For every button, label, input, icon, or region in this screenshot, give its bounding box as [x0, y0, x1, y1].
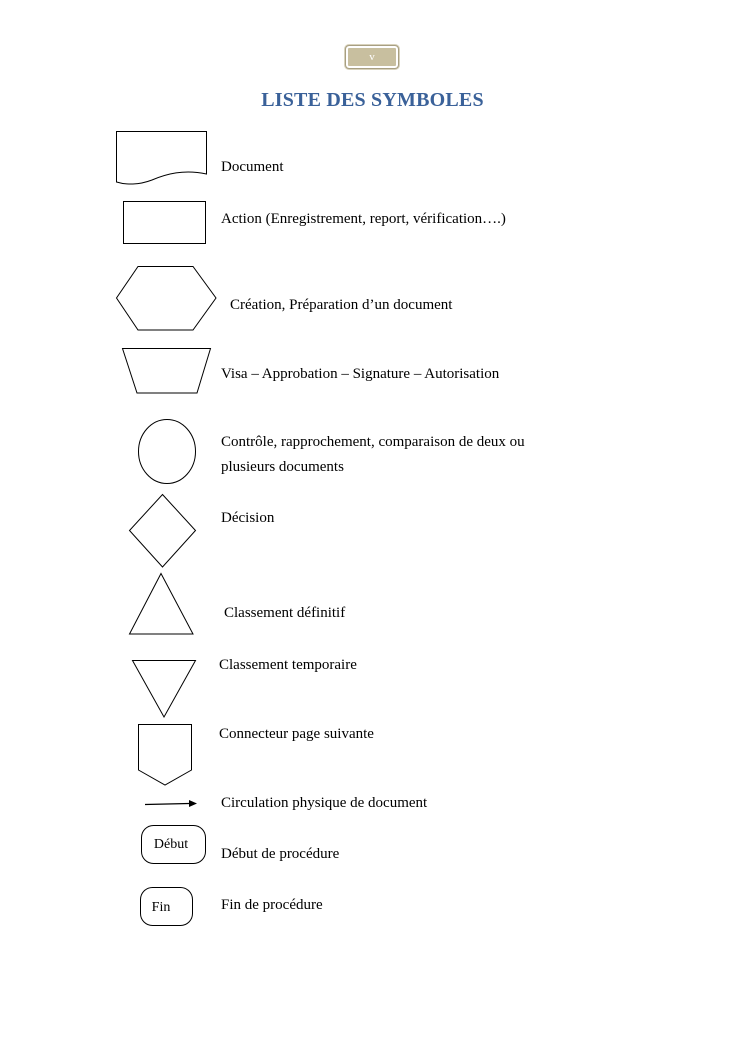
triangle-up-icon: [128, 572, 195, 636]
pentagon-connector-icon: [137, 723, 194, 787]
symbol-label-visa: Visa – Approbation – Signature – Autorisation: [221, 366, 500, 382]
symbol-label-decision: Décision: [221, 510, 275, 526]
trapezoid-visa-icon: [121, 347, 213, 396]
diamond-decision-icon: [128, 493, 198, 569]
terminator-end-text: Fin: [151, 900, 171, 915]
terminator-end-icon: [139, 886, 195, 928]
page-title: LISTE DES SYMBOLES: [261, 89, 484, 111]
symbol-label-creation: Création, Préparation d’un document: [230, 297, 453, 313]
rectangle-action-icon: [122, 200, 208, 246]
triangle-down-icon: [131, 659, 198, 719]
document-shape-icon: [114, 130, 210, 188]
symbol-label-fin: Fin de procédure: [221, 897, 323, 913]
hexagon-creation-icon: [115, 265, 219, 332]
symbol-label-circulation: Circulation physique de document: [221, 795, 428, 811]
symbol-label-document: Document: [221, 159, 284, 175]
terminator-start-text: Début: [153, 837, 189, 852]
symbol-label-classement-temporaire: Classement temporaire: [219, 657, 357, 673]
symbol-label-classement-definitif: Classement définitif: [224, 605, 346, 621]
arrow-right-icon: [143, 798, 199, 810]
symbol-label-connecteur: Connecteur page suivante: [219, 726, 374, 742]
symbol-label-debut: Début de procédure: [221, 846, 340, 862]
symbol-label-control: Contrôle, rapprochement, comparaison de deux ou plusieurs documents: [221, 434, 525, 475]
circle-control-icon: [137, 418, 198, 485]
symbol-label-action: Action (Enregistrement, report, vérification….): [221, 211, 506, 227]
terminator-start-icon: [140, 824, 208, 866]
page-number-badge: v: [345, 45, 399, 69]
